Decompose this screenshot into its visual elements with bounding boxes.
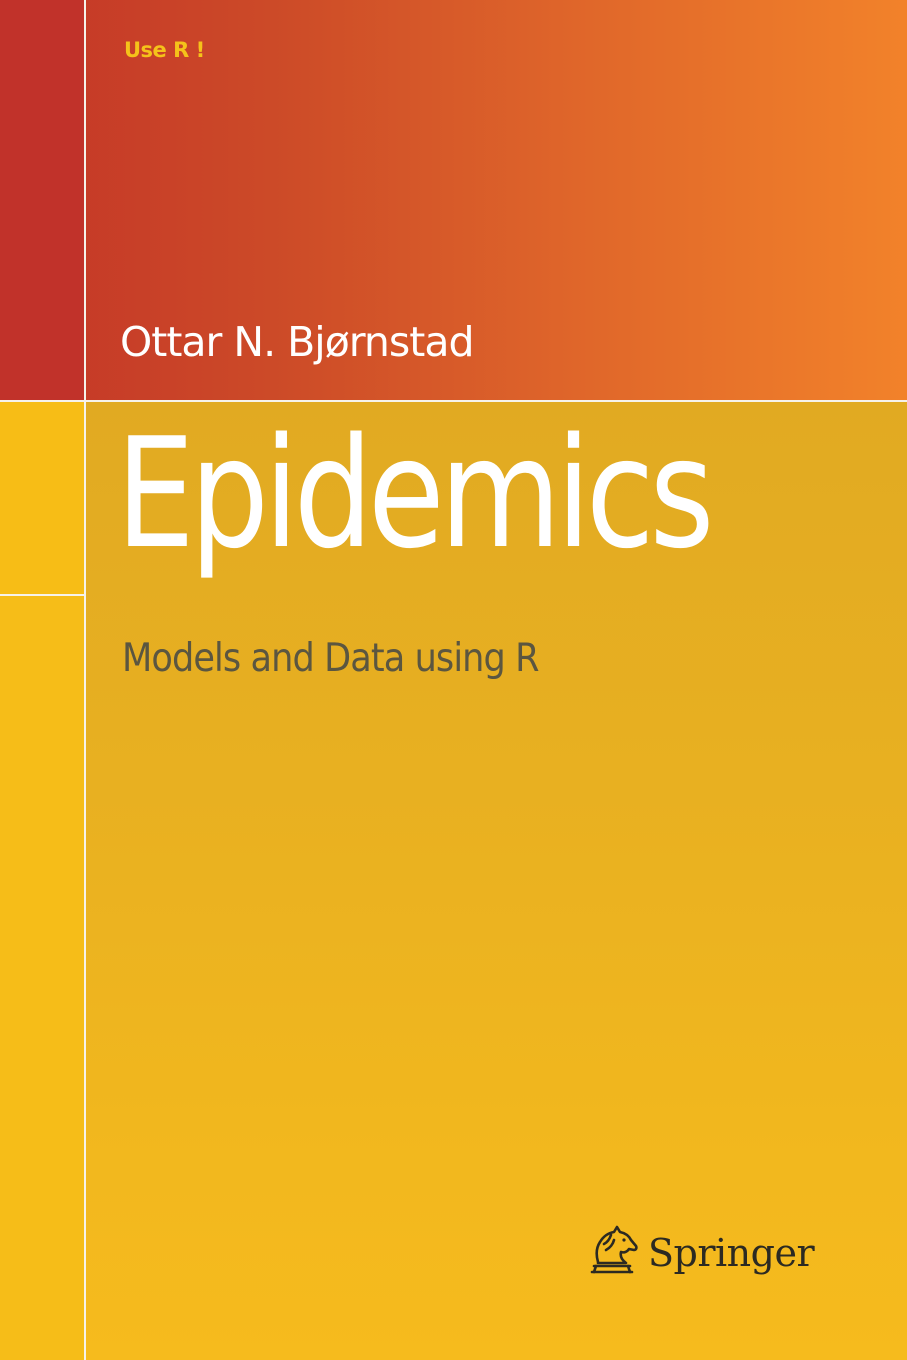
left-short-divider	[0, 594, 84, 596]
book-title: Epidemics	[116, 405, 710, 582]
lower-left-color-block	[0, 594, 84, 1360]
book-subtitle: Models and Data using R	[122, 636, 539, 681]
horizontal-divider	[0, 400, 907, 402]
publisher-name: Springer	[648, 1231, 815, 1275]
vertical-divider	[84, 0, 86, 1360]
middle-left-color-block	[0, 400, 84, 594]
top-left-color-block	[0, 0, 84, 400]
publisher-mark	[584, 1222, 814, 1284]
author-name: Ottar N. Bjørnstad	[120, 318, 474, 366]
springer-horse-icon	[584, 1222, 642, 1284]
series-label: Use R !	[124, 38, 205, 62]
